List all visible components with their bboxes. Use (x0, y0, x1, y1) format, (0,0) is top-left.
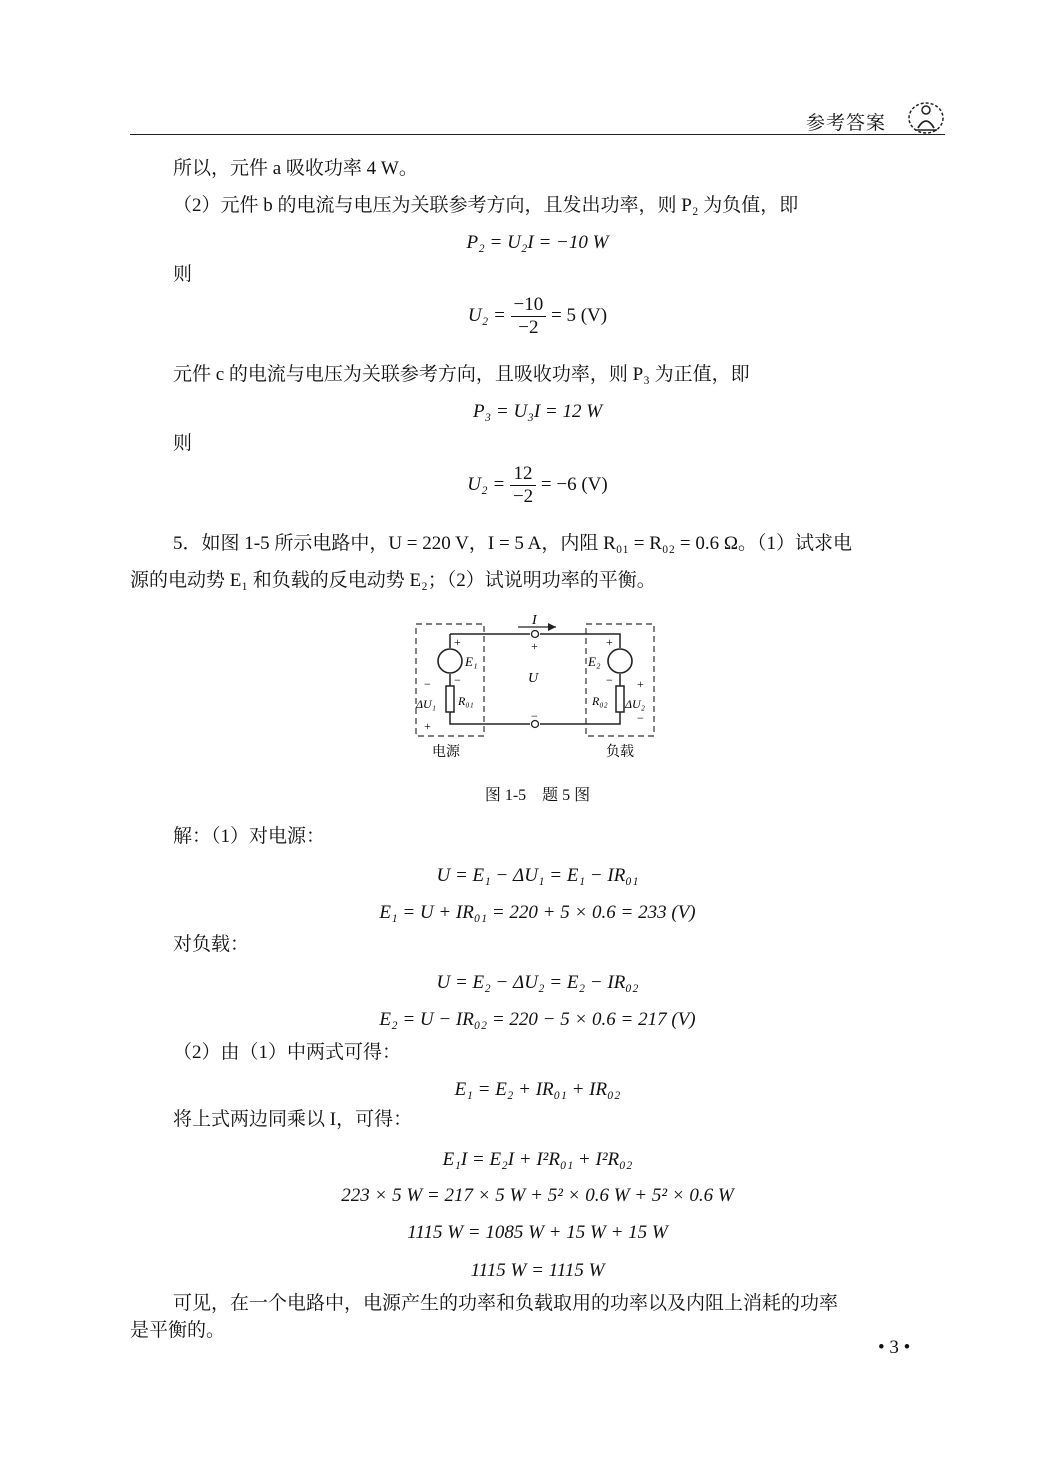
figure-caption: 图 1-5 题 5 图 (484, 787, 591, 804)
text-line: 将上式两边同乘以 I，可得： (173, 1109, 413, 1130)
minus-sign: − (606, 673, 613, 687)
equation: U = E₂ − ΔU₂ = E₂ − IR₀₂ (436, 972, 639, 993)
equation: P₃ = U₃I = 12 W (472, 401, 603, 422)
label-current: I (532, 613, 537, 628)
plus-sign: + (454, 635, 461, 649)
label-source: 电源 (432, 744, 460, 760)
minus-sign: − (637, 711, 644, 725)
fraction-denominator: −2 (512, 486, 534, 507)
running-header-title: 参考答案 (806, 112, 887, 134)
label-e1: E₁ (465, 654, 478, 669)
equation: 223 × 5 W = 217 × 5 W + 5² × 0.6 W + 5² × 0.6 W (341, 1185, 734, 1206)
text-line: 则 (173, 433, 193, 454)
label-r01: R₀₁ (458, 694, 474, 708)
minus-sign: − (454, 673, 461, 687)
minus-sign: − (531, 709, 538, 723)
minus-sign: − (424, 677, 431, 691)
plus-sign: + (606, 635, 613, 649)
equation-rhs: = 5 (V) (551, 304, 608, 326)
equation: U = E₁ − ΔU₁ = E₁ − IR₀₁ (436, 865, 639, 886)
label-du2: ΔU₂ (625, 697, 645, 711)
question-line: 源的电动势 E₁ 和负载的反电动势 E₂；（2）试说明功率的平衡。 (130, 570, 656, 591)
text-line: 可见，在一个电路中，电源产生的功率和负载取用的功率以及内阻上消耗的功率 (173, 1293, 839, 1314)
text-line: 是平衡的。 (130, 1320, 226, 1341)
label-du1: ΔU₁ (416, 697, 436, 711)
plus-sign: + (424, 719, 431, 733)
equation-lhs: U₂ = (467, 473, 506, 495)
label-e2: E₂ (588, 654, 601, 669)
equation: P₂ = U₂I = −10 W (466, 232, 609, 253)
resistor-r02-symbol (616, 686, 624, 712)
fraction-denominator: −2 (518, 317, 539, 338)
fraction-numerator: 12 (510, 463, 536, 486)
plus-sign: + (637, 677, 644, 691)
equation-fraction (130, 463, 945, 508)
text-line: 对负载： (173, 934, 250, 955)
plus-sign: + (531, 639, 538, 653)
resistor-r01-symbol (446, 686, 454, 712)
terminal-top (532, 631, 539, 638)
fraction (511, 294, 547, 339)
equation: E₂ = U − IR₀₂ = 220 − 5 × 0.6 = 217 (V) (379, 1009, 696, 1030)
equation: E₁I = E₂I + I²R₀₁ + I²R₀₂ (442, 1149, 633, 1170)
equation: E₁ = U + IR₀₁ = 220 + 5 × 0.6 = 233 (V) (379, 902, 696, 923)
fraction (510, 463, 536, 508)
text-line: 则 (173, 264, 193, 285)
label-voltage: U (528, 671, 539, 686)
label-load: 负载 (606, 744, 634, 760)
text-line: 所以，元件 a 吸收功率 4 W。 (173, 158, 418, 179)
text-line: 元件 c 的电流与电压为关联参考方向，且吸收功率，则 P₃ 为正值，即 (173, 364, 750, 385)
equation: E₁ = E₂ + IR₀₁ + IR₀₂ (454, 1079, 621, 1100)
question-line: 5．如图 1-5 所示电路中，U = 220 V，I = 5 A，内阻 R₀₁ = R₀₂ = 0.6 Ω。（1）试求电 (173, 533, 853, 554)
label-r02: R₀₂ (592, 694, 608, 708)
circuit-diagram (410, 612, 660, 764)
equation-lhs: U₂ = (467, 304, 506, 326)
text-line: 解：（1）对电源： (173, 826, 326, 847)
equation: 1115 W = 1085 W + 15 W + 15 W (407, 1222, 668, 1243)
equation-rhs: = −6 (V) (540, 473, 608, 495)
text-line: （2）由（1）中两式可得： (173, 1042, 402, 1063)
text-line: （2）元件 b 的电流与电压为关联参考方向，且发出功率，则 P₂ 为负值，即 (173, 195, 799, 216)
equation: 1115 W = 1115 W (470, 1260, 605, 1281)
fraction-numerator: −10 (511, 294, 547, 317)
equation-fraction (130, 294, 945, 339)
source-e2-symbol (608, 649, 632, 673)
book-logo-icon (906, 100, 946, 136)
page-number: • 3 • (878, 1337, 911, 1358)
header-rule (130, 134, 945, 135)
source-e1-symbol (438, 649, 462, 673)
